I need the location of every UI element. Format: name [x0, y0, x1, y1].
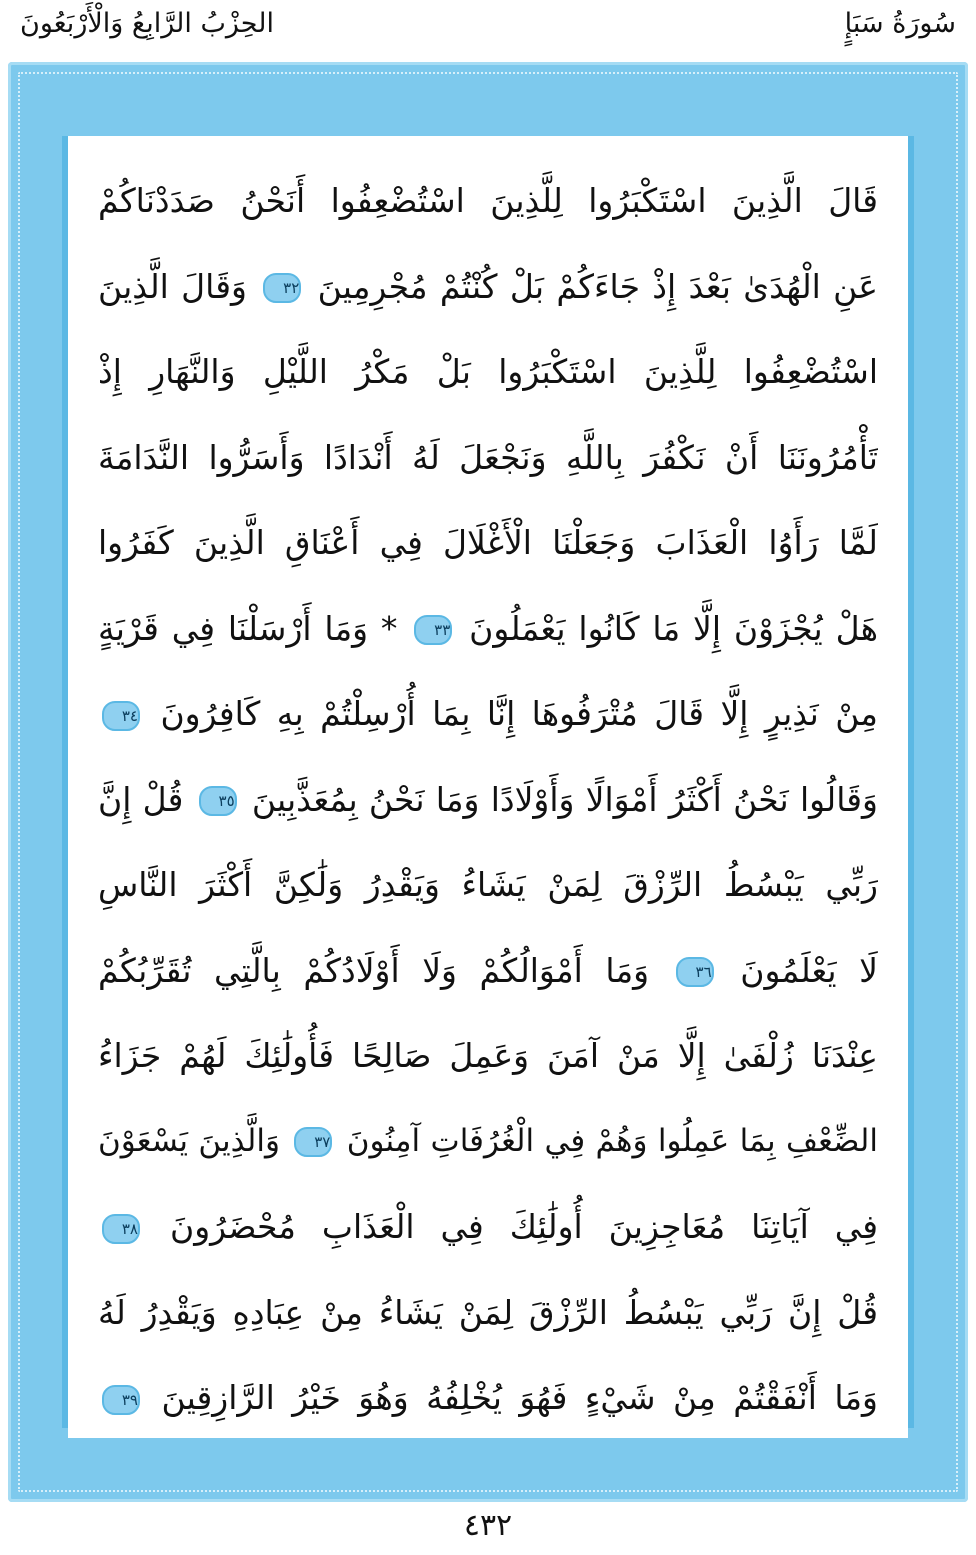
ayah-marker-36: ٣٦: [676, 957, 714, 987]
text-line: [98, 1099, 878, 1185]
text-page: [68, 136, 908, 1438]
ayah-marker-34: ٣٤: [102, 701, 140, 731]
text-line: [98, 1355, 878, 1441]
line-text: عَنِ الْهُدَىٰ بَعْدَ إِذْ جَاءَكُمْ بَلْ كُنْتُمْ مُجْرِمِينَ: [317, 266, 878, 306]
text-line: [98, 415, 878, 501]
text-line: [98, 158, 878, 244]
line-text: وَالَّذِينَ يَسْعَوْنَ: [98, 1122, 280, 1159]
ayah-marker-38: ٣٨: [102, 1214, 140, 1244]
text-line: [98, 500, 878, 586]
line-text: وَقَالُوا نَحْنُ أَكْثَرُ أَمْوَالًا وَأَوْلَادًا وَمَا نَحْنُ بِمُعَذَّبِينَ: [251, 779, 878, 819]
line-text: وَمَا أَمْوَالُكُمْ وَلَا أَوْلَادُكُمْ بِالَّتِي تُقَرِّبُكُمْ: [98, 950, 650, 990]
line-text: فِي آيَاتِنَا مُعَاجِزِينَ أُولَٰئِكَ فِي الْعَذَابِ مُحْضَرُونَ: [169, 1207, 878, 1246]
text-line: [98, 671, 878, 757]
line-text: الضِّعْفِ بِمَا عَمِلُوا وَهُمْ فِي الْغُرُفَاتِ آمِنُونَ: [346, 1122, 878, 1159]
text-line: [98, 244, 878, 330]
text-line: [98, 757, 878, 843]
text-line: [98, 1013, 878, 1099]
line-text: تَأْمُرُونَنَا أَنْ نَكْفُرَ بِاللَّهِ وَنَجْعَلَ لَهُ أَنْدَادًا وَأَسَرُّوا النَّدَامَةَ: [98, 437, 878, 477]
line-text: هَلْ يُجْزَوْنَ إِلَّا مَا كَانُوا يَعْمَلُونَ: [469, 608, 878, 648]
line-text: وَقَالَ الَّذِينَ: [98, 266, 247, 306]
ayah-marker-35: ٣٥: [199, 786, 237, 816]
line-text: قُلْ إِنَّ رَبِّي يَبْسُطُ الرِّزْقَ لِمَنْ يَشَاءُ مِنْ عِبَادِهِ وَيَقْدِرُ لَهُ: [98, 1292, 878, 1332]
ayah-marker-39: ٣٩: [102, 1385, 140, 1415]
ayah-marker-37: ٣٧: [294, 1127, 332, 1157]
hizb-label: الحِزْبُ الرَّابِعُ وَالْأَرْبَعُونَ: [20, 8, 274, 39]
text-line: [98, 586, 878, 672]
text-line: [98, 928, 878, 1014]
line-text: * وَمَا أَرْسَلْنَا فِي قَرْيَةٍ: [98, 608, 398, 648]
text-line: [98, 842, 878, 928]
line-text: عِنْدَنَا زُلْفَىٰ إِلَّا مَنْ آمَنَ وَعَمِلَ صَالِحًا فَأُولَٰئِكَ لَهُمْ جَزَاءُ: [98, 1036, 878, 1075]
text-line: [98, 329, 878, 415]
line-text: لَمَّا رَأَوُا الْعَذَابَ وَجَعَلْنَا الْأَغْلَالَ فِي أَعْنَاقِ الَّذِينَ كَفَرُوا: [98, 523, 878, 562]
line-text: مِنْ نَذِيرٍ إِلَّا قَالَ مُتْرَفُوهَا إِنَّا بِمَا أُرْسِلْتُمْ بِهِ كَافِرُونَ: [160, 694, 878, 733]
text-line: [98, 1184, 878, 1270]
ayah-marker-32: ٣٢: [263, 273, 301, 303]
text-line: [98, 1270, 878, 1356]
line-text: اسْتُضْعِفُوا لِلَّذِينَ اسْتَكْبَرُوا بَلْ مَكْرُ اللَّيْلِ وَالنَّهَارِ إِذْ: [98, 352, 878, 391]
ayah-marker-33: ٣٣: [414, 615, 452, 645]
line-text: قَالَ الَّذِينَ اسْتَكْبَرُوا لِلَّذِينَ اسْتُضْعِفُوا أَنَحْنُ صَدَدْنَاكُمْ: [98, 181, 878, 220]
line-text: لَا يَعْلَمُونَ: [740, 950, 878, 990]
line-text: قُلْ إِنَّ: [98, 779, 184, 819]
line-text: وَمَا أَنْفَقْتُمْ مِنْ شَيْءٍ فَهُوَ يُخْلِفُهُ وَهُوَ خَيْرُ الرَّازِقِينَ: [161, 1378, 878, 1417]
verse-text: [98, 158, 878, 1441]
page-header: [0, 0, 976, 62]
surah-title: سُورَةُ سَبَإٍ: [844, 8, 956, 39]
line-text: رَبِّي يَبْسُطُ الرِّزْقَ لِمَنْ يَشَاءُ وَيَقْدِرُ وَلَٰكِنَّ أَكْثَرَ النَّاسِ: [98, 865, 878, 904]
page-number: ٤٣٢: [463, 1508, 513, 1543]
